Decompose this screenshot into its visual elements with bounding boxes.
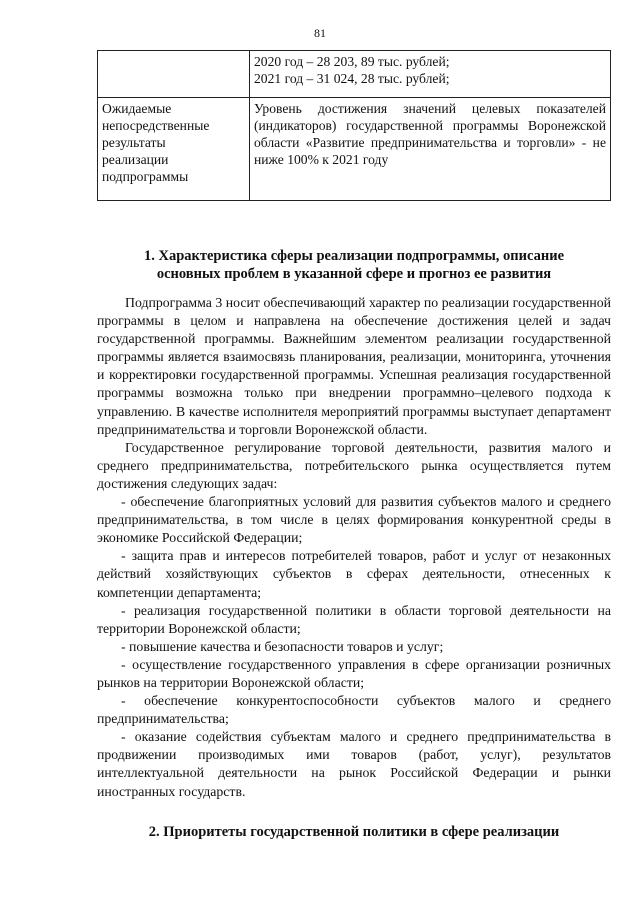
paragraph-state-regulation: Государственное регулирование торговой деятельности, развития малого и среднего предпринимательства, потребительского рынка осуществляется путем достижения следующих задач:: [97, 439, 611, 491]
section1-body: [97, 294, 611, 801]
subprogram-passport-table: [97, 50, 611, 201]
label-line: Ожидаемые: [102, 101, 172, 116]
table-row: [98, 98, 611, 201]
table-cell-label: [98, 98, 250, 201]
task-item: - осуществление государственного управления в сфере организации розничных рынков на территории Воронежской области;: [97, 656, 611, 690]
task-item: - оказание содействия субъектам малого и среднего предпринимательства в продвижении производимых ими товаров (работ, услуг), результатов интеллектуальной деятельности на рынок Российской Федерации и рынки иностранных государств.: [97, 729, 611, 799]
task-item: - обеспечение благоприятных условий для развития субъектов малого и среднего предпринимательства, в том числе в целях формирования конкурентной среды в экономике Российской Федерации;: [97, 494, 611, 546]
label-line: непосредственные: [102, 118, 210, 133]
page-number: 81: [314, 26, 326, 40]
table-row: [98, 51, 611, 98]
funding-2020: 2020 год – 28 203, 89 тыс. рублей;: [254, 54, 450, 69]
task-item: - повышение качества и безопасности товаров и услуг;: [121, 638, 444, 654]
section1-heading-line2: основных проблем в указанной сфере и прогноз ее развития: [156, 266, 552, 282]
section2-heading: 2. Приоритеты государственной политики в сфере реализации: [148, 824, 560, 840]
table-cell-label: [98, 51, 250, 98]
section1-heading: [97, 247, 611, 283]
task-item: - обеспечение конкурентоспособности субъектов малого и среднего предпринимательства;: [97, 693, 611, 727]
funding-2021: 2021 год – 31 024, 28 тыс. рублей;: [254, 71, 450, 86]
label-line: подпрограммы: [102, 169, 189, 184]
label-line: результаты: [102, 135, 166, 150]
task-item: - реализация государственной политики в области торговой деятельности на территории Воронежской области;: [97, 602, 611, 636]
section1-heading-line1: 1. Характеристика сферы реализации подпрограммы, описание: [143, 248, 565, 264]
expected-results-cell: Уровень достижения значений целевых показателей (индикаторов) государственной программы Воронежской области «Развитие предпринимательства и торговли» - не ниже 100% к 2021 году: [250, 98, 611, 201]
table-cell-funding: [250, 51, 611, 98]
paragraph-subprogram-role: Подпрограмма 3 носит обеспечивающий характер по реализации государственной программы в целом и направлена на обеспечение достижения целей и задач государственной программы. Важнейшим элементом реализации государственной программы является взаимосвязь планирования, реализации, мониторинга, уточнения и корректировки государственной программы. Успешная реализация государственной программы возможна только при внедрении программно–целевого подхода к управлению. В качестве исполнителя мероприятий программы выступает департамент предпринимательства и торговли Воронежской области.: [97, 295, 611, 437]
label-line: реализации: [102, 152, 169, 167]
task-item: - защита прав и интересов потребителей товаров, работ и услуг от незаконных действий хозяйствующих субъектов в сферах деятельности, отнесенных к компетенции департамента;: [97, 548, 611, 600]
